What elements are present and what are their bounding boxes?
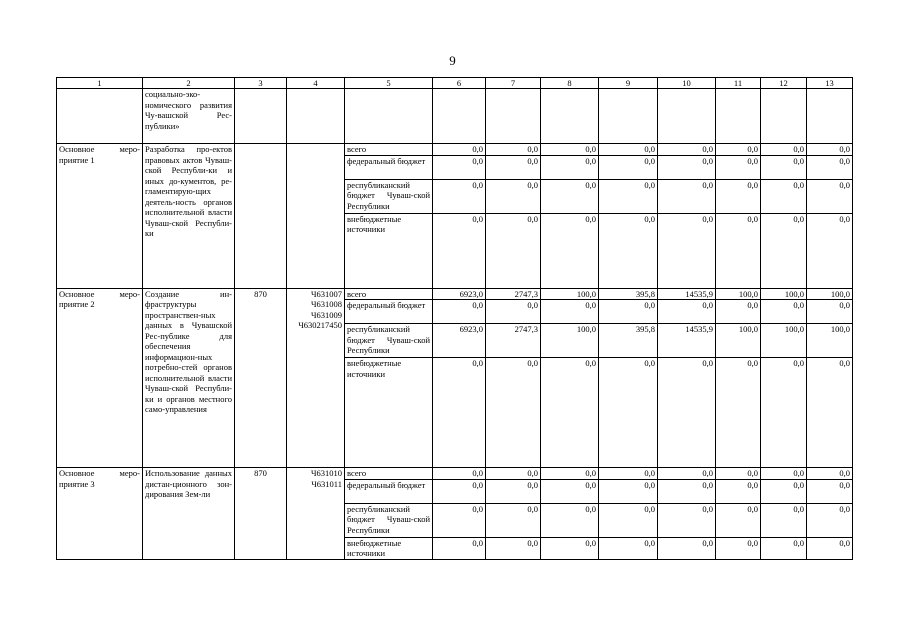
amount-cell: 0,0 bbox=[761, 213, 807, 288]
amount-cell: 0,0 bbox=[716, 213, 761, 288]
amount-cell: 0,0 bbox=[599, 300, 658, 324]
amount-cell: 0,0 bbox=[658, 537, 716, 559]
amount-cell: 0,0 bbox=[599, 213, 658, 288]
amount-cell: 0,0 bbox=[807, 468, 853, 480]
amount-cell: 0,0 bbox=[541, 155, 599, 179]
header-cell: 11 bbox=[716, 78, 761, 89]
budget-code: Ч631007 bbox=[310, 288, 342, 299]
amount-cell: 0,0 bbox=[761, 179, 807, 213]
grbs-code bbox=[235, 144, 287, 289]
amount-cell: 2747,3 bbox=[486, 324, 541, 358]
amount-cell: 0,0 bbox=[433, 144, 486, 156]
amount-cell: 0,0 bbox=[541, 503, 599, 537]
header-row bbox=[57, 78, 853, 89]
amount-cell: 0,0 bbox=[486, 468, 541, 480]
amount-cell: 0,0 bbox=[433, 468, 486, 480]
amount-cell: 0,0 bbox=[658, 358, 716, 468]
amount-cell: 0,0 bbox=[716, 503, 761, 537]
amount-cell: 0,0 bbox=[658, 213, 716, 288]
amount-cell: 100,0 bbox=[761, 324, 807, 358]
amount-cell: 0,0 bbox=[599, 179, 658, 213]
table-row bbox=[57, 468, 853, 480]
amount-cell: 0,0 bbox=[761, 468, 807, 480]
amount-cell: 0,0 bbox=[807, 179, 853, 213]
amount-cell: 0,0 bbox=[807, 155, 853, 179]
amount-cell: 0,0 bbox=[486, 213, 541, 288]
measures-body bbox=[57, 144, 853, 560]
amount-cell: 0,0 bbox=[807, 479, 853, 503]
funding-source: федеральный бюджет bbox=[345, 300, 433, 324]
amount-cell: 0,0 bbox=[541, 358, 599, 468]
amount-cell: 0,0 bbox=[599, 468, 658, 480]
amount-cell: 100,0 bbox=[807, 288, 853, 300]
funding-source: внебюджетные источники bbox=[345, 358, 433, 468]
header-cell: 4 bbox=[287, 78, 345, 89]
amount-cell: 0,0 bbox=[433, 213, 486, 288]
amount-cell: 14535,9 bbox=[658, 288, 716, 300]
amount-cell: 0,0 bbox=[658, 479, 716, 503]
amount-cell: 0,0 bbox=[716, 468, 761, 480]
amount-cell: 0,0 bbox=[807, 300, 853, 324]
amount-cell: 0,0 bbox=[599, 537, 658, 559]
header-cell: 1 bbox=[57, 78, 143, 89]
funding-source: федеральный бюджет bbox=[345, 155, 433, 179]
header-cell: 13 bbox=[807, 78, 853, 89]
amount-cell: 6923,0 bbox=[433, 288, 486, 300]
budget-code: Ч631008 bbox=[310, 299, 342, 309]
amount-cell: 0,0 bbox=[433, 358, 486, 468]
amount-cell: 395,8 bbox=[599, 324, 658, 358]
measure-name: Основное меро-приятие 3 bbox=[57, 468, 143, 560]
amount-cell: 0,0 bbox=[716, 179, 761, 213]
header-cell: 8 bbox=[541, 78, 599, 89]
page-number: 9 bbox=[449, 53, 456, 68]
amount-cell: 0,0 bbox=[716, 155, 761, 179]
amount-cell: 0,0 bbox=[807, 537, 853, 559]
amount-cell: 0,0 bbox=[807, 213, 853, 288]
amount-cell: 100,0 bbox=[716, 324, 761, 358]
measure-description: Разработка про-ектов правовых актов Чуваш-ской Республи-ки и иных до-кументов, ре-гламентирую-щих деятель-ность органов исполнительной власти Чуваш-ской Республи-ки bbox=[143, 144, 235, 289]
amount-cell: 0,0 bbox=[599, 144, 658, 156]
amount-cell: 0,0 bbox=[486, 358, 541, 468]
amount-cell: 0,0 bbox=[541, 468, 599, 480]
header-cell: 2 bbox=[143, 78, 235, 89]
funding-source: республиканский бюджет Чуваш-ской Республики bbox=[345, 324, 433, 358]
measure-name: Основное меро-приятие 2 bbox=[57, 288, 143, 468]
amount-cell: 0,0 bbox=[541, 179, 599, 213]
amount-cell: 0,0 bbox=[486, 537, 541, 559]
amount-cell: 0,0 bbox=[433, 479, 486, 503]
amount-cell: 0,0 bbox=[541, 213, 599, 288]
amount-cell: 0,0 bbox=[716, 358, 761, 468]
budget-code: Ч631009 bbox=[310, 309, 342, 320]
amount-cell: 0,0 bbox=[658, 503, 716, 537]
table-row bbox=[57, 288, 853, 300]
amount-cell: 0,0 bbox=[486, 144, 541, 156]
funding-source: всего bbox=[345, 144, 433, 156]
amount-cell: 0,0 bbox=[541, 300, 599, 324]
amount-cell: 0,0 bbox=[599, 479, 658, 503]
budget-codes bbox=[287, 468, 345, 560]
continuation-row bbox=[57, 89, 853, 144]
amount-cell: 100,0 bbox=[807, 324, 853, 358]
amount-cell: 100,0 bbox=[761, 288, 807, 300]
continuation-description: социально-эко-номического развития Чу-вашской Рес-публики» bbox=[143, 89, 235, 144]
budget-code: Ч630217450 bbox=[298, 320, 342, 330]
funding-source: федеральный бюджет bbox=[345, 479, 433, 503]
header-cell: 3 bbox=[235, 78, 287, 89]
funding-source: республиканский бюджет Чуваш-ской Республики bbox=[345, 179, 433, 213]
amount-cell: 0,0 bbox=[486, 300, 541, 324]
amount-cell: 395,8 bbox=[599, 288, 658, 300]
header-cell: 10 bbox=[658, 78, 716, 89]
amount-cell: 0,0 bbox=[716, 144, 761, 156]
header-cell: 5 bbox=[345, 78, 433, 89]
funding-source: всего bbox=[345, 468, 433, 480]
amount-cell: 0,0 bbox=[433, 155, 486, 179]
amount-cell: 0,0 bbox=[807, 358, 853, 468]
header-cell: 9 bbox=[599, 78, 658, 89]
amount-cell: 0,0 bbox=[761, 358, 807, 468]
amount-cell: 0,0 bbox=[761, 537, 807, 559]
funding-source: республиканский бюджет Чуваш-ской Республики bbox=[345, 503, 433, 537]
amount-cell: 0,0 bbox=[807, 503, 853, 537]
amount-cell: 0,0 bbox=[658, 300, 716, 324]
measure-name: Основное меро-приятие 1 bbox=[57, 144, 143, 289]
amount-cell: 0,0 bbox=[486, 155, 541, 179]
amount-cell: 0,0 bbox=[761, 503, 807, 537]
amount-cell: 6923,0 bbox=[433, 324, 486, 358]
amount-cell: 0,0 bbox=[486, 179, 541, 213]
amount-cell: 0,0 bbox=[486, 503, 541, 537]
amount-cell: 0,0 bbox=[599, 155, 658, 179]
amount-cell: 0,0 bbox=[761, 155, 807, 179]
amount-cell: 100,0 bbox=[541, 324, 599, 358]
amount-cell: 0,0 bbox=[807, 144, 853, 156]
amount-cell: 0,0 bbox=[658, 155, 716, 179]
amount-cell: 0,0 bbox=[658, 179, 716, 213]
amount-cell: 0,0 bbox=[541, 479, 599, 503]
amount-cell: 0,0 bbox=[541, 537, 599, 559]
budget-code: Ч631010 bbox=[310, 468, 342, 478]
budget-codes bbox=[287, 288, 345, 468]
amount-cell: 0,0 bbox=[433, 537, 486, 559]
amount-cell: 0,0 bbox=[761, 479, 807, 503]
amount-cell: 0,0 bbox=[716, 300, 761, 324]
funding-source: внебюджетные источники bbox=[345, 537, 433, 559]
measure-description: Создание ин-фраструктуры пространствен-ных данных в Чувашской Рес-публике для обеспечения информацион-ных потребно-стей органов исполнительной власти Чуваш-ской Республи-ки и органов местного само-управления bbox=[143, 288, 235, 468]
amount-cell: 0,0 bbox=[716, 537, 761, 559]
header-cell: 7 bbox=[486, 78, 541, 89]
amount-cell: 0,0 bbox=[541, 144, 599, 156]
funding-source: всего bbox=[345, 288, 433, 300]
header-cell: 12 bbox=[761, 78, 807, 89]
amount-cell: 2747,3 bbox=[486, 288, 541, 300]
amount-cell: 0,0 bbox=[599, 503, 658, 537]
amount-cell: 0,0 bbox=[761, 144, 807, 156]
amount-cell: 100,0 bbox=[716, 288, 761, 300]
amount-cell: 0,0 bbox=[433, 503, 486, 537]
amount-cell: 0,0 bbox=[433, 300, 486, 324]
amount-cell: 0,0 bbox=[761, 300, 807, 324]
budget-codes bbox=[287, 144, 345, 289]
amount-cell: 100,0 bbox=[541, 288, 599, 300]
grbs-code: 870 bbox=[235, 468, 287, 560]
amount-cell: 0,0 bbox=[599, 358, 658, 468]
amount-cell: 14535,9 bbox=[658, 324, 716, 358]
header-cell: 6 bbox=[433, 78, 486, 89]
amount-cell: 0,0 bbox=[716, 479, 761, 503]
amount-cell: 0,0 bbox=[658, 468, 716, 480]
measure-description: Использование данных дистан-ционного зон-дирования Зем-ли bbox=[143, 468, 235, 560]
table-row bbox=[57, 144, 853, 156]
budget-code: Ч631011 bbox=[311, 478, 342, 489]
budget-table bbox=[56, 77, 853, 560]
amount-cell: 0,0 bbox=[658, 144, 716, 156]
funding-source: внебюджетные источники bbox=[345, 213, 433, 288]
amount-cell: 0,0 bbox=[433, 179, 486, 213]
grbs-code: 870 bbox=[235, 288, 287, 468]
amount-cell: 0,0 bbox=[486, 479, 541, 503]
